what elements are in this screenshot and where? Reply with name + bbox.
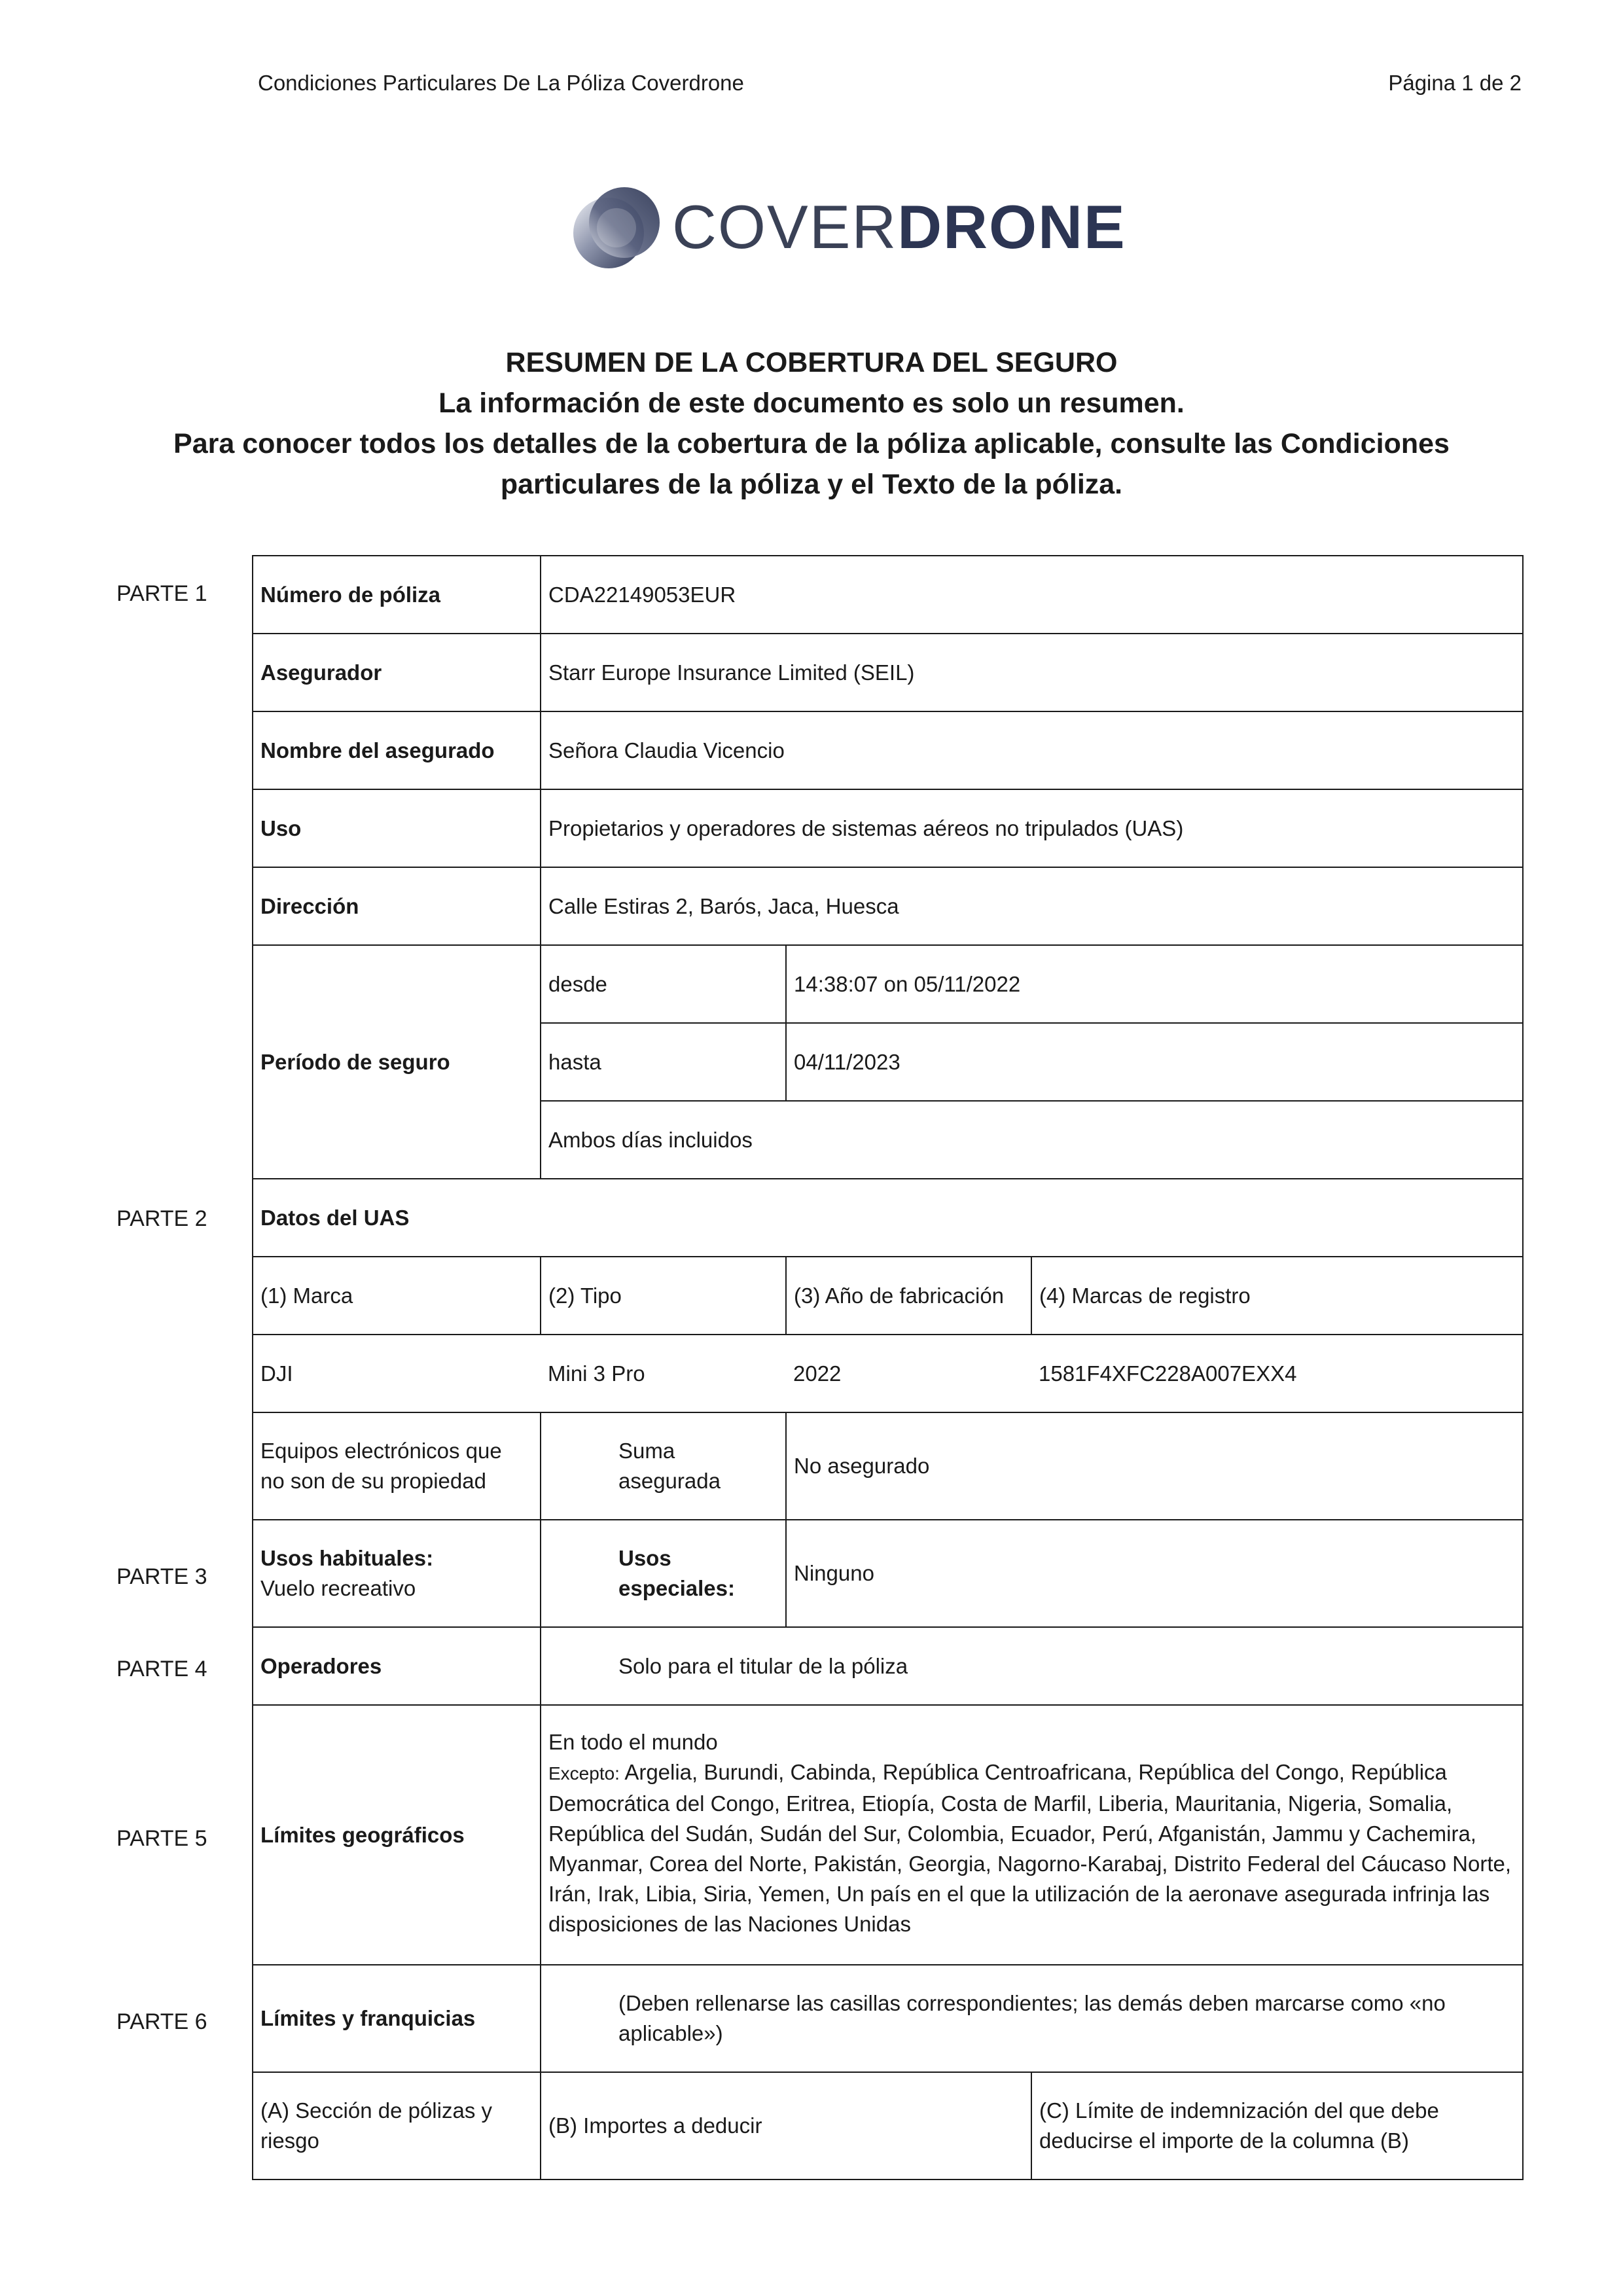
parte-6-label: PARTE 6 xyxy=(116,2009,207,2034)
table-row xyxy=(253,1335,1523,1412)
table-row xyxy=(253,634,1523,711)
col-a-header: (A) Sección de pólizas y riesgo xyxy=(253,2072,541,2179)
table-row xyxy=(253,1520,1523,1627)
nombre-value: Señora Claudia Vicencio xyxy=(541,711,1523,789)
numero-label: Número de póliza xyxy=(253,556,541,634)
col-c-header: (C) Límite de indemnización del que debe deducirse el importe de la columna (B) xyxy=(1031,2072,1523,2179)
nombre-label: Nombre del asegurado xyxy=(253,711,541,789)
asegurador-label: Asegurador xyxy=(253,634,541,711)
ambos-dias: Ambos días incluidos xyxy=(541,1101,1523,1179)
limites-geograficos-value xyxy=(541,1705,1523,1965)
usos-habituales-value: Vuelo recreativo xyxy=(260,1576,416,1600)
table-row xyxy=(253,2072,1523,2179)
table-row xyxy=(253,711,1523,789)
equipos-label-line-1: Equipos electrónicos que xyxy=(260,1439,502,1463)
uso-label: Uso xyxy=(253,789,541,867)
usos-especiales-line-1: Usos xyxy=(618,1546,671,1570)
periodo-label: Período de seguro xyxy=(253,945,541,1179)
uas-anio: 2022 xyxy=(786,1335,1031,1412)
table-row xyxy=(253,945,1523,1023)
direccion-label: Dirección xyxy=(253,867,541,945)
parte-4-label: PARTE 4 xyxy=(116,1657,207,1681)
col-registro-header: (4) Marcas de registro xyxy=(1031,1257,1523,1335)
table-row xyxy=(253,1705,1523,1965)
uas-marca: DJI xyxy=(253,1335,541,1412)
document-title xyxy=(118,342,1505,505)
table-row xyxy=(253,1179,1523,1257)
parte-1-label: PARTE 1 xyxy=(116,581,207,606)
desde-value: 14:38:07 on 05/11/2022 xyxy=(786,945,1523,1023)
equipos-label-line-2: no son de su propiedad xyxy=(260,1469,486,1493)
uas-tipo: Mini 3 Pro xyxy=(541,1335,786,1412)
title-line-3: Para conocer todos los detalles de la cobertura de la póliza aplicable, consulte las Condiciones xyxy=(173,428,1450,459)
hasta-value: 04/11/2023 xyxy=(786,1023,1523,1101)
operadores-value: Solo para el titular de la póliza xyxy=(541,1627,1523,1705)
coverage-summary-table xyxy=(252,555,1524,2180)
logo-text-drone: DRONE xyxy=(897,192,1126,261)
parte-2-label: PARTE 2 xyxy=(116,1206,207,1231)
suma-label-line-1: Suma xyxy=(618,1439,675,1463)
table-row xyxy=(253,789,1523,867)
geo-excepto-list: Argelia, Burundi, Cabinda, República Centroafricana, República del Congo, República Democrática del Congo, Eritrea, Etiopía, Costa de Marfil, Liberia, Mauritania, Nigeria, Somalia, República del Sudán, Sudán del Sur, Colombia, Ecuador, Perú, Afganistán, Jammu y Cachemira, Myanmar, Corea del Norte, Pakistán, Georgia, Nagorno-Karabaj, Distrito Federal del Cáucaso Norte, Irán, Irak, Libia, Siria, Yemen, Un país en el que la utilización de la aeronave asegurada infrinja las disposiciones de las Naciones Unidas xyxy=(548,1759,1512,1936)
table-row xyxy=(253,867,1523,945)
coverdrone-logo xyxy=(571,182,1126,274)
geo-exceptions xyxy=(548,1757,1515,1939)
title-line-4: particulares de la póliza y el Texto de la póliza. xyxy=(500,469,1123,500)
usos-habituales-cell xyxy=(253,1520,541,1627)
table-row xyxy=(253,1257,1523,1335)
suma-asegurada-label xyxy=(541,1412,786,1520)
col-anio-header: (3) Año de fabricación xyxy=(786,1257,1031,1335)
col-b-header: (B) Importes a deducir xyxy=(541,2072,1031,2179)
page-header-title: Condiciones Particulares De La Póliza Coverdrone xyxy=(258,71,744,95)
col-tipo-header: (2) Tipo xyxy=(541,1257,786,1335)
page-number: Página 1 de 2 xyxy=(1388,71,1522,95)
suma-label-line-2: asegurada xyxy=(618,1469,721,1493)
desde-label: desde xyxy=(541,945,786,1023)
asegurador-value: Starr Europe Insurance Limited (SEIL) xyxy=(541,634,1523,711)
operadores-label: Operadores xyxy=(253,1627,541,1705)
uas-registro: 1581F4XFC228A007EXX4 xyxy=(1031,1335,1523,1412)
numero-value: CDA22149053EUR xyxy=(541,556,1523,634)
geo-excepto-label: Excepto: xyxy=(548,1763,620,1784)
logo-text-cover: COVER xyxy=(672,192,898,261)
table-row xyxy=(253,556,1523,634)
suma-asegurada-value: No asegurado xyxy=(786,1412,1523,1520)
hasta-label: hasta xyxy=(541,1023,786,1101)
limites-franquicias-note: (Deben rellenarse las casillas correspondientes; las demás deben marcarse como «no aplicable») xyxy=(541,1965,1523,2072)
uso-value: Propietarios y operadores de sistemas aéreos no tripulados (UAS) xyxy=(541,789,1523,867)
title-line-2: La información de este documento es solo un resumen. xyxy=(438,387,1185,419)
datos-uas-heading: Datos del UAS xyxy=(253,1179,1523,1257)
usos-especiales-value: Ninguno xyxy=(786,1520,1523,1627)
limites-franquicias-label: Límites y franquicias xyxy=(253,1965,541,2072)
parte-5-label: PARTE 5 xyxy=(116,1826,207,1851)
col-marca-header: (1) Marca xyxy=(253,1257,541,1335)
usos-especiales-label xyxy=(541,1520,786,1627)
limites-geograficos-label: Límites geográficos xyxy=(253,1705,541,1965)
title-line-1: RESUMEN DE LA COBERTURA DEL SEGURO xyxy=(505,347,1118,378)
table-row xyxy=(253,1627,1523,1705)
parte-3-label: PARTE 3 xyxy=(116,1564,207,1589)
direccion-value: Calle Estiras 2, Barós, Jaca, Huesca xyxy=(541,867,1523,945)
coverdrone-logo-mark-icon xyxy=(571,182,662,274)
geo-world: En todo el mundo xyxy=(548,1729,718,1754)
equipos-label xyxy=(253,1412,541,1520)
usos-especiales-line-2: especiales: xyxy=(618,1576,735,1600)
table-row xyxy=(253,1412,1523,1520)
usos-habituales-label: Usos habituales: xyxy=(260,1546,434,1570)
table-row xyxy=(253,1965,1523,2072)
